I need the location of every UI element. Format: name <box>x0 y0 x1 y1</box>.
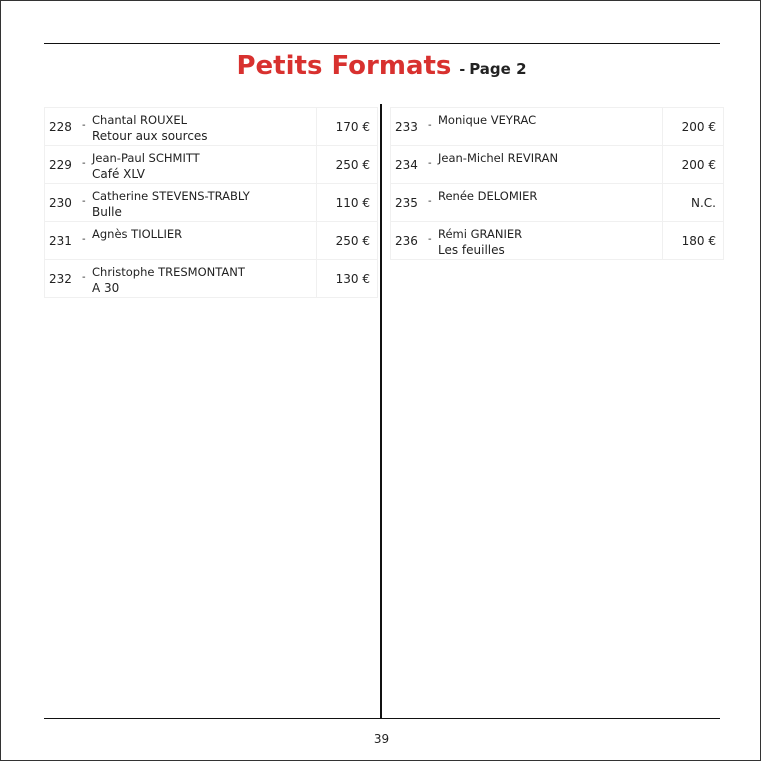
left-column <box>44 107 378 298</box>
artist-name: Renée DELOMIER <box>438 189 538 203</box>
entry-number: 228 <box>49 120 72 134</box>
work-title: Les feuilles <box>438 243 505 257</box>
entry-number: 232 <box>49 272 72 286</box>
entry-price: 250 € <box>335 158 370 172</box>
cell-divider <box>662 108 663 145</box>
table-row <box>390 107 724 146</box>
entry-number: 229 <box>49 158 72 172</box>
entry-number: 233 <box>395 120 418 134</box>
entry-names <box>92 188 250 220</box>
table-row <box>44 260 378 298</box>
top-rule <box>44 43 720 44</box>
entry-number: 231 <box>49 234 72 248</box>
page-title: Petits Formats <box>236 51 452 81</box>
page-subtitle: Page 2 <box>469 60 527 78</box>
cell-divider <box>316 184 317 221</box>
entry-number: 235 <box>395 196 418 210</box>
cell-divider <box>662 222 663 259</box>
bottom-rule <box>44 718 720 719</box>
entry-dash: - <box>428 120 432 131</box>
table-row <box>390 222 724 260</box>
entry-price: 110 € <box>335 196 370 210</box>
entry-price: 180 € <box>681 234 716 248</box>
cell-divider <box>316 108 317 145</box>
cell-divider <box>316 260 317 297</box>
entry-names <box>438 226 522 258</box>
entry-dash: - <box>82 196 86 207</box>
entry-dash: - <box>82 234 86 245</box>
cell-divider <box>316 146 317 183</box>
title-separator: - <box>459 62 466 78</box>
entry-dash: - <box>82 158 86 169</box>
artist-name: Rémi GRANIER <box>438 227 523 241</box>
entry-names <box>438 150 558 166</box>
artist-name: Chantal ROUXEL <box>92 113 188 127</box>
entry-price: 200 € <box>681 158 716 172</box>
entry-dash: - <box>82 120 86 131</box>
cell-divider <box>316 222 317 259</box>
page-number: 39 <box>373 732 390 746</box>
entry-names <box>92 112 208 144</box>
table-row <box>44 222 378 260</box>
entry-dash: - <box>428 196 432 207</box>
artist-name: Agnès TIOLLIER <box>92 227 183 241</box>
artist-name: Jean-Paul SCHMITT <box>92 151 200 165</box>
entry-price: 250 € <box>335 234 370 248</box>
entry-dash: - <box>82 272 86 283</box>
table-row <box>390 184 724 222</box>
entry-number: 234 <box>395 158 418 172</box>
entry-names <box>92 226 182 242</box>
cell-divider <box>662 146 663 183</box>
page-header <box>1 51 761 81</box>
artist-name: Jean-Michel REVIRAN <box>438 151 559 165</box>
cell-divider <box>662 184 663 221</box>
entry-price: 130 € <box>335 272 370 286</box>
entry-number: 236 <box>395 234 418 248</box>
entry-number: 230 <box>49 196 72 210</box>
entry-price: 170 € <box>335 120 370 134</box>
entry-price: N.C. <box>691 196 716 210</box>
work-title: Bulle <box>92 205 122 219</box>
right-column <box>390 107 724 260</box>
table-row <box>390 146 724 184</box>
entry-dash: - <box>428 234 432 245</box>
artist-name: Monique VEYRAC <box>438 113 537 127</box>
table-row <box>44 184 378 222</box>
entry-names <box>92 150 200 182</box>
table-row <box>44 146 378 184</box>
column-divider <box>380 104 382 719</box>
entry-names <box>438 112 536 128</box>
work-title: Retour aux sources <box>92 129 208 143</box>
artist-name: Catherine STEVENS-TRABLY <box>92 189 250 203</box>
entry-dash: - <box>428 158 432 169</box>
entry-names <box>438 188 537 204</box>
entry-names <box>92 264 245 296</box>
artist-name: Christophe TRESMONTANT <box>92 265 245 279</box>
table-row <box>44 107 378 146</box>
work-title: A 30 <box>92 281 120 295</box>
entry-price: 200 € <box>681 120 716 134</box>
work-title: Café XLV <box>92 167 145 181</box>
